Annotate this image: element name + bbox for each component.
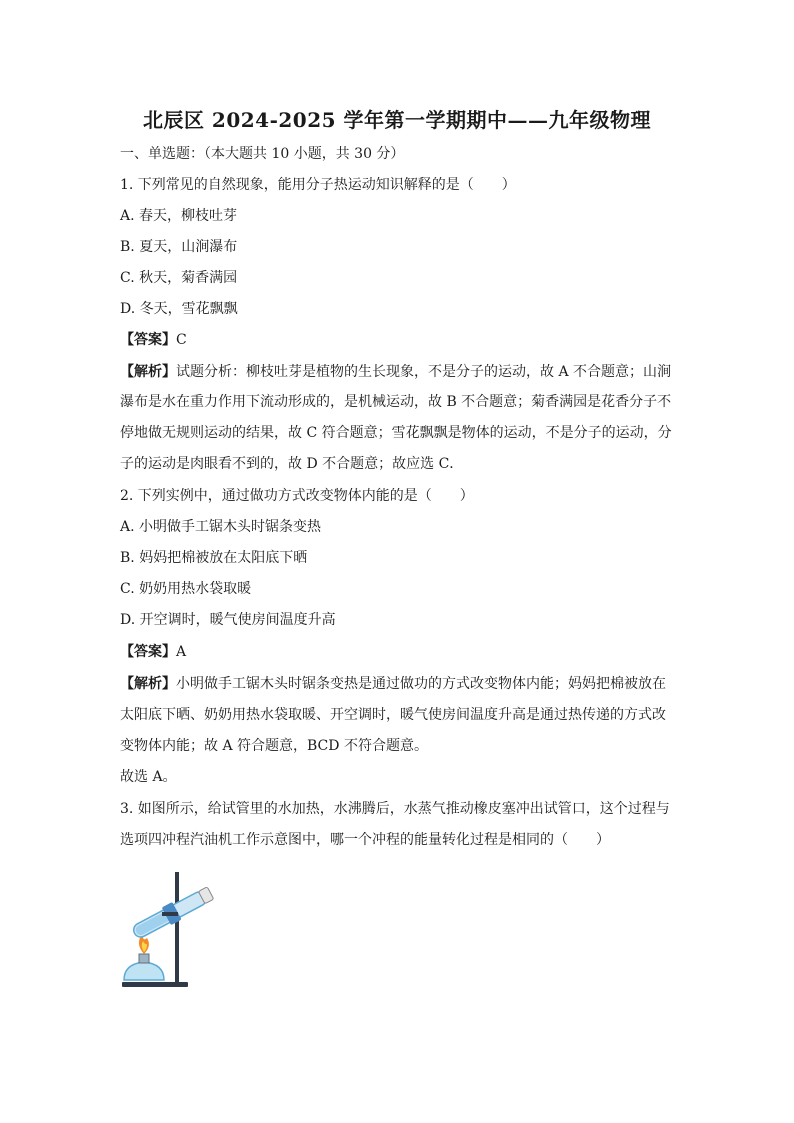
q2-analysis-line-1 — [120, 674, 680, 694]
q2-analysis-text-1: 小明做手工锯木头时锯条变热是通过做功的方式改变物体内能；妈妈把棉被放在 — [176, 676, 666, 692]
q2-conclusion: 故选 A。 — [120, 769, 177, 785]
alcohol-lamp — [124, 962, 164, 980]
q2-stem: 2. 下列实例中，通过做功方式改变物体内能的是（ ） — [120, 488, 474, 504]
q2-answer-label: 【答案】 — [120, 644, 176, 660]
q2-analysis-label: 【解析】 — [120, 676, 176, 692]
test-tube-apparatus-figure — [118, 872, 228, 992]
q1-analysis-line-1 — [120, 362, 680, 382]
q1-answer — [120, 330, 680, 350]
q2-analysis-line-3: 变物体内能；故 A 符合题意，BCD 不符合题意。 — [120, 738, 428, 754]
q1-analysis-line-4: 子的运动是肉眼看不到的，故 D 不合题意；故应选 C． — [120, 456, 464, 472]
q2-option-b: B. 妈妈把棉被放在太阳底下晒 — [120, 550, 308, 566]
q1-answer-value: C — [176, 332, 187, 348]
q2-option-c: C. 奶奶用热水袋取暖 — [120, 581, 252, 597]
q1-option-b: B. 夏天，山涧瀑布 — [120, 239, 238, 255]
q1-analysis-line-3: 停地做无规则运动的结果，故 C 符合题意；雪花飘飘是物体的运动，不是分子的运动，分 — [120, 425, 672, 441]
section-heading: 一、单选题：（本大题共 10 小题，共 30 分） — [120, 146, 405, 162]
q2-analysis-line-2: 太阳底下晒、奶奶用热水袋取暖、开空调时，暖气使房间温度升高是通过热传递的方式改 — [120, 707, 666, 723]
q3-stem-line-1: 3. 如图所示，给试管里的水加热，水沸腾后，水蒸气推动橡皮塞冲出试管口，这个过程与 — [120, 801, 670, 817]
q3-stem-line-2: 选项四冲程汽油机工作示意图中，哪一个冲程的能量转化过程是相同的（ ） — [120, 832, 610, 848]
q2-answer-value: A — [176, 644, 187, 660]
q1-option-c: C. 秋天，菊香满园 — [120, 270, 238, 286]
q2-option-d: D. 开空调时，暖气使房间温度升高 — [120, 612, 336, 628]
q1-answer-label: 【答案】 — [120, 332, 176, 348]
q1-option-d: D. 冬天，雪花飘飘 — [120, 301, 238, 317]
stand-rod — [175, 872, 179, 984]
q1-stem: 1. 下列常见的自然现象，能用分子热运动知识解释的是（ ） — [120, 177, 516, 193]
q1-option-a: A. 春天，柳枝吐芽 — [120, 208, 238, 224]
q2-option-a: A. 小明做手工锯木头时锯条变热 — [120, 519, 322, 535]
q1-analysis-text-1: 试题分析：柳枝吐芽是植物的生长现象，不是分子的运动，故 A 不合题意；山涧 — [176, 364, 672, 380]
q2-answer — [120, 642, 680, 662]
q1-analysis-line-2: 瀑布是水在重力作用下流动形成的，是机械运动，故 B 不合题意；菊香满园是花香分子不 — [120, 394, 672, 410]
lamp-neck — [139, 954, 149, 963]
q1-analysis-label: 【解析】 — [120, 364, 176, 380]
clamp-arm — [162, 912, 178, 916]
page-title: 北辰区 2024-2025 学年第一学期期中——九年级物理 — [142, 108, 652, 132]
